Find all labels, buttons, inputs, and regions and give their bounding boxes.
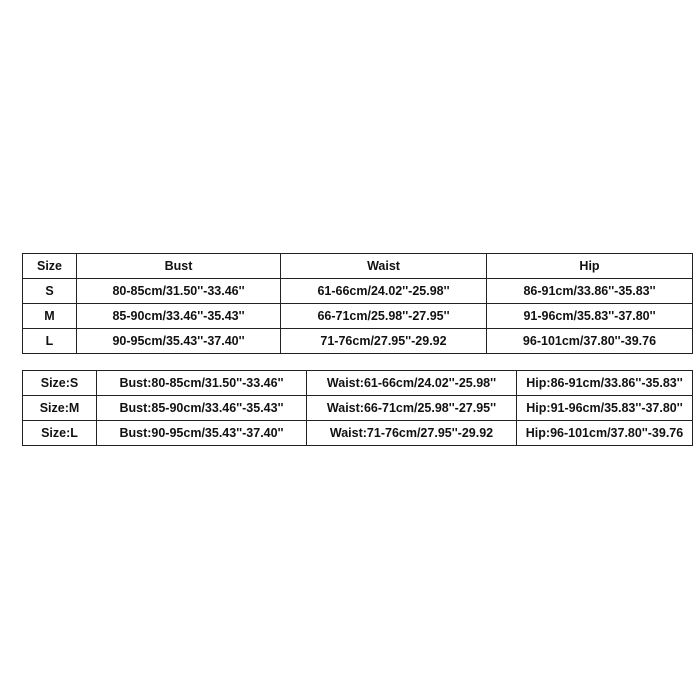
- size-cell: Size:L: [23, 421, 97, 446]
- table-row: [23, 329, 693, 354]
- size-cell: L: [23, 329, 77, 354]
- header-waist: Waist: [281, 254, 487, 279]
- table-row: [23, 396, 693, 421]
- size-cell: Size:S: [23, 371, 97, 396]
- table-row: [23, 304, 693, 329]
- waist-cell: Waist:66-71cm/25.98''-27.95'': [307, 396, 517, 421]
- waist-cell: Waist:71-76cm/27.95''-29.92: [307, 421, 517, 446]
- waist-cell: 66-71cm/25.98''-27.95'': [281, 304, 487, 329]
- bust-cell: Bust:80-85cm/31.50''-33.46'': [97, 371, 307, 396]
- size-cell: S: [23, 279, 77, 304]
- size-chart-table: [22, 253, 693, 354]
- hip-cell: Hip:96-101cm/37.80''-39.76: [517, 421, 693, 446]
- size-chart-labeled-table: [22, 370, 693, 446]
- hip-cell: 86-91cm/33.86''-35.83'': [487, 279, 693, 304]
- size-cell: Size:M: [23, 396, 97, 421]
- hip-cell: 96-101cm/37.80''-39.76: [487, 329, 693, 354]
- header-hip: Hip: [487, 254, 693, 279]
- size-cell: M: [23, 304, 77, 329]
- table-row: [23, 421, 693, 446]
- bust-cell: Bust:85-90cm/33.46''-35.43'': [97, 396, 307, 421]
- waist-cell: Waist:61-66cm/24.02''-25.98'': [307, 371, 517, 396]
- bust-cell: 80-85cm/31.50''-33.46'': [77, 279, 281, 304]
- waist-cell: 61-66cm/24.02''-25.98'': [281, 279, 487, 304]
- header-size: Size: [23, 254, 77, 279]
- hip-cell: Hip:86-91cm/33.86''-35.83'': [517, 371, 693, 396]
- waist-cell: 71-76cm/27.95''-29.92: [281, 329, 487, 354]
- bust-cell: 90-95cm/35.43''-37.40'': [77, 329, 281, 354]
- table-row: [23, 371, 693, 396]
- table-header-row: [23, 254, 693, 279]
- header-bust: Bust: [77, 254, 281, 279]
- hip-cell: 91-96cm/35.83''-37.80'': [487, 304, 693, 329]
- hip-cell: Hip:91-96cm/35.83''-37.80'': [517, 396, 693, 421]
- bust-cell: Bust:90-95cm/35.43''-37.40'': [97, 421, 307, 446]
- table-row: [23, 279, 693, 304]
- bust-cell: 85-90cm/33.46''-35.43'': [77, 304, 281, 329]
